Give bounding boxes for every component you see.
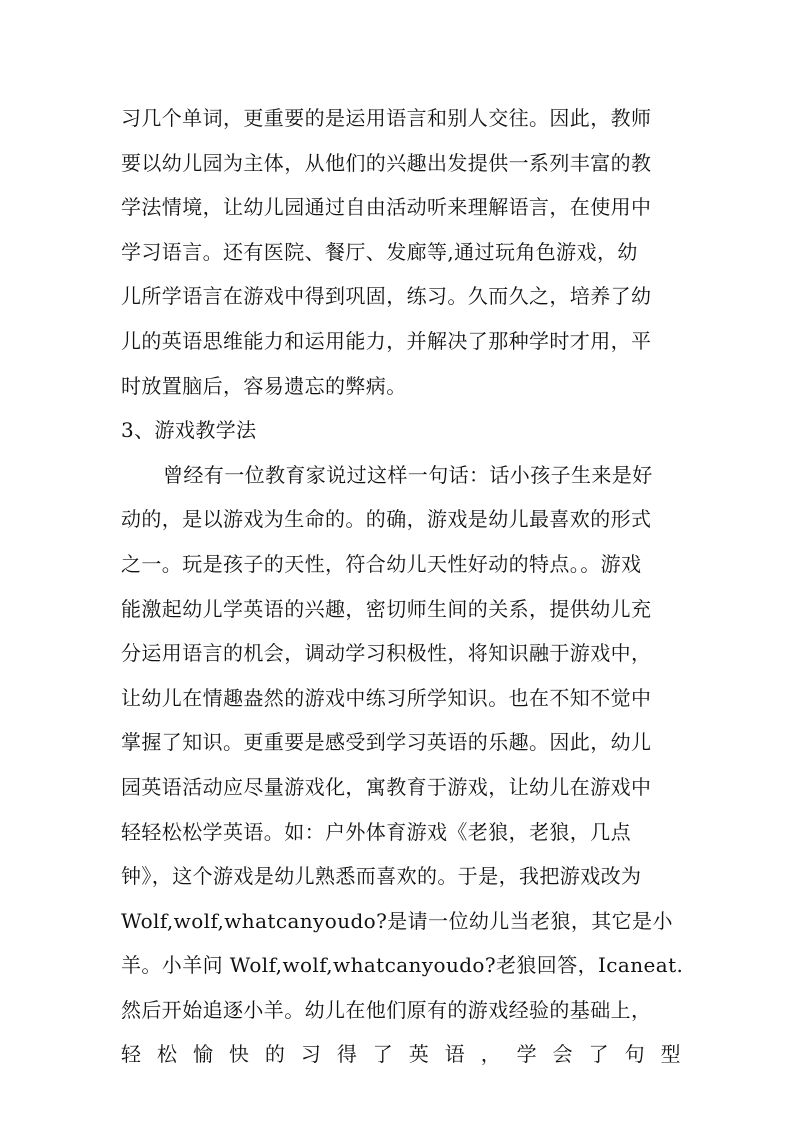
section-heading: 3、游戏教学法	[121, 418, 257, 443]
text-line: 时放置脑后，容易遗忘的弊病。	[121, 373, 407, 398]
body-text	[121, 96, 684, 1077]
text-line: 之一。玩是孩子的天性，符合幼儿天性好动的特点。。游戏	[121, 551, 642, 576]
text-line-last: 轻 松 愉 快 的 习 得 了 英 语 ， 学 会 了 句 型	[121, 1042, 681, 1067]
text-line: 学习语言。还有医院、餐厅、发廊等,通过玩角色游戏，幼	[121, 239, 638, 264]
text-line: 儿所学语言在游戏中得到巩固，练习。久而久之，培养了幼	[121, 284, 652, 309]
text-line: 轻轻松松学英语。如：户外体育游戏《老狼，老狼，几点	[121, 819, 631, 844]
text-line: 动的，是以游戏为生命的。的确，游戏是幼儿最喜欢的形式	[121, 507, 652, 532]
text-line: 然后开始追逐小羊。幼儿在他们原有的游戏经验的基础上，	[121, 997, 652, 1022]
text-line: 钟》，这个游戏是幼儿熟悉而喜欢的。于是，我把游戏改为	[121, 864, 642, 889]
text-line: 园英语活动应尽量游戏化，寓教育于游戏，让幼儿在游戏中	[121, 774, 652, 799]
text-line: 能激起幼儿学英语的兴趣，密切师生间的关系，提供幼儿充	[121, 596, 652, 621]
text-line: 让幼儿在情趣盎然的游戏中练习所学知识。也在不知不觉中	[121, 685, 652, 710]
text-line: 学法情境，让幼儿园通过自由活动听来理解语言，在使用中	[121, 195, 652, 220]
text-line: Wolf,wolf,whatcanyoudo?是请一位幼儿当老狼，其它是小	[121, 908, 673, 933]
text-line: 分运用语言的机会，调动学习积极性，将知识融于游戏中，	[121, 641, 652, 666]
text-line: 掌握了知识。更重要是感受到学习英语的乐趣。因此，幼儿	[121, 730, 652, 755]
text-line: 习几个单词，更重要的是运用语言和别人交往。因此，教师	[121, 106, 652, 130]
text-line: 羊。小羊问 Wolf,wolf,whatcanyoudo?老狼回答，Icaneat.	[121, 953, 684, 978]
text-line: 要以幼儿园为主体，从他们的兴趣出发提供一系列丰富的教	[121, 150, 652, 175]
paragraph-first-line: 曾经有一位教育家说过这样一句话：话小孩子生来是好	[163, 462, 653, 487]
text-line: 儿的英语思维能力和运用能力，并解决了那种学时才用，平	[121, 328, 652, 353]
